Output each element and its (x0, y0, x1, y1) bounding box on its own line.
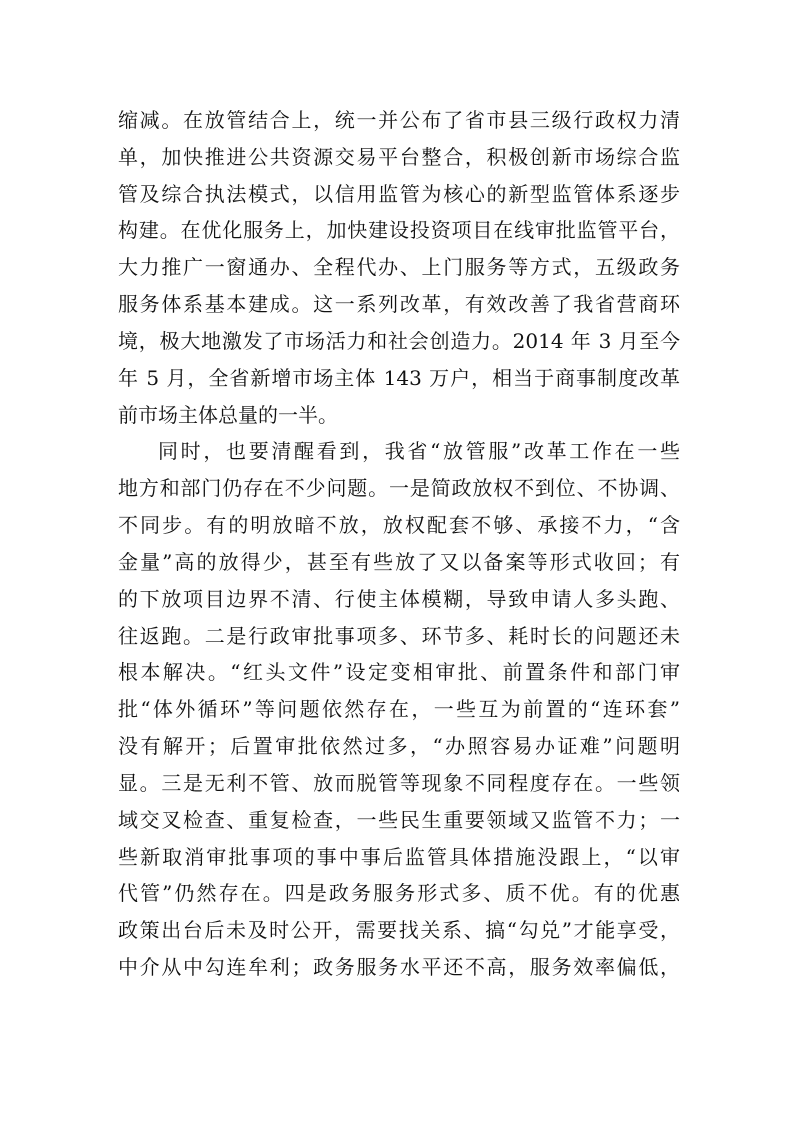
text-line: 代管”仍然存在。四是政务服务形式多、质不优。有的优惠 (118, 881, 680, 905)
text-line: 构建。在优化服务上，加快建设投资项目在线审批监管平台， (118, 218, 680, 242)
text-line: 单，加快推进公共资源交易平台整合，积极创新市场综合监 (118, 145, 680, 169)
text-line: 金量”高的放得少，甚至有些放了又以备案等形式收回；有 (118, 550, 680, 574)
text-line: 政策出台后未及时公开，需要找关系、搞“勾兑”才能享受， (118, 918, 680, 942)
text-line: 的下放项目边界不清、行使主体模糊，导致申请人多头跑、 (118, 587, 680, 611)
text-line: 中介从中勾连牟利；政务服务水平还不高，服务效率偏低， (118, 955, 680, 979)
text-line: 些新取消审批事项的事中事后监管具体措施没跟上，“以审 (118, 845, 680, 869)
text-line: 根本解决。“红头文件”设定变相审批、前置条件和部门审 (118, 660, 680, 684)
text-line: 管及综合执法模式，以信用监管为核心的新型监管体系逐步 (118, 182, 680, 206)
text-line: 没有解开；后置审批依然过多，“办照容易办证难”问题明 (118, 734, 680, 758)
text-line: 往返跑。二是行政审批事项多、环节多、耗时长的问题还未 (118, 624, 680, 648)
text-line: 地方和部门仍存在不少问题。一是简政放权不到位、不协调、 (118, 476, 680, 500)
text-line: 批“体外循环”等问题依然存在，一些互为前置的“连环套” (118, 697, 680, 721)
paragraph-last-line: 前市场主体总量的一半。 (118, 403, 338, 427)
text-line: 服务体系基本建成。这一系列改革，有效改善了我省营商环 (118, 292, 680, 316)
text-line: 大力推广一窗通办、全程代办、上门服务等方式，五级政务 (118, 255, 680, 279)
paragraph-first-line: 同时，也要清醒看到，我省“放管服”改革工作在一些 (158, 439, 680, 463)
text-line: 不同步。有的明放暗不放，放权配套不够、承接不力，“含 (118, 513, 680, 537)
text-line: 年 5 月，全省新增市场主体 143 万户，相当于商事制度改革 (118, 366, 680, 390)
text-line: 显。三是无利不管、放而脱管等现象不同程度存在。一些领 (118, 771, 680, 795)
text-line: 域交叉检查、重复检查，一些民生重要领域又监管不力；一 (118, 808, 680, 832)
text-line: 缩减。在放管结合上，统一并公布了省市县三级行政权力清 (118, 108, 680, 132)
text-line: 境，极大地激发了市场活力和社会创造力。2014 年 3 月至今 (118, 329, 680, 353)
